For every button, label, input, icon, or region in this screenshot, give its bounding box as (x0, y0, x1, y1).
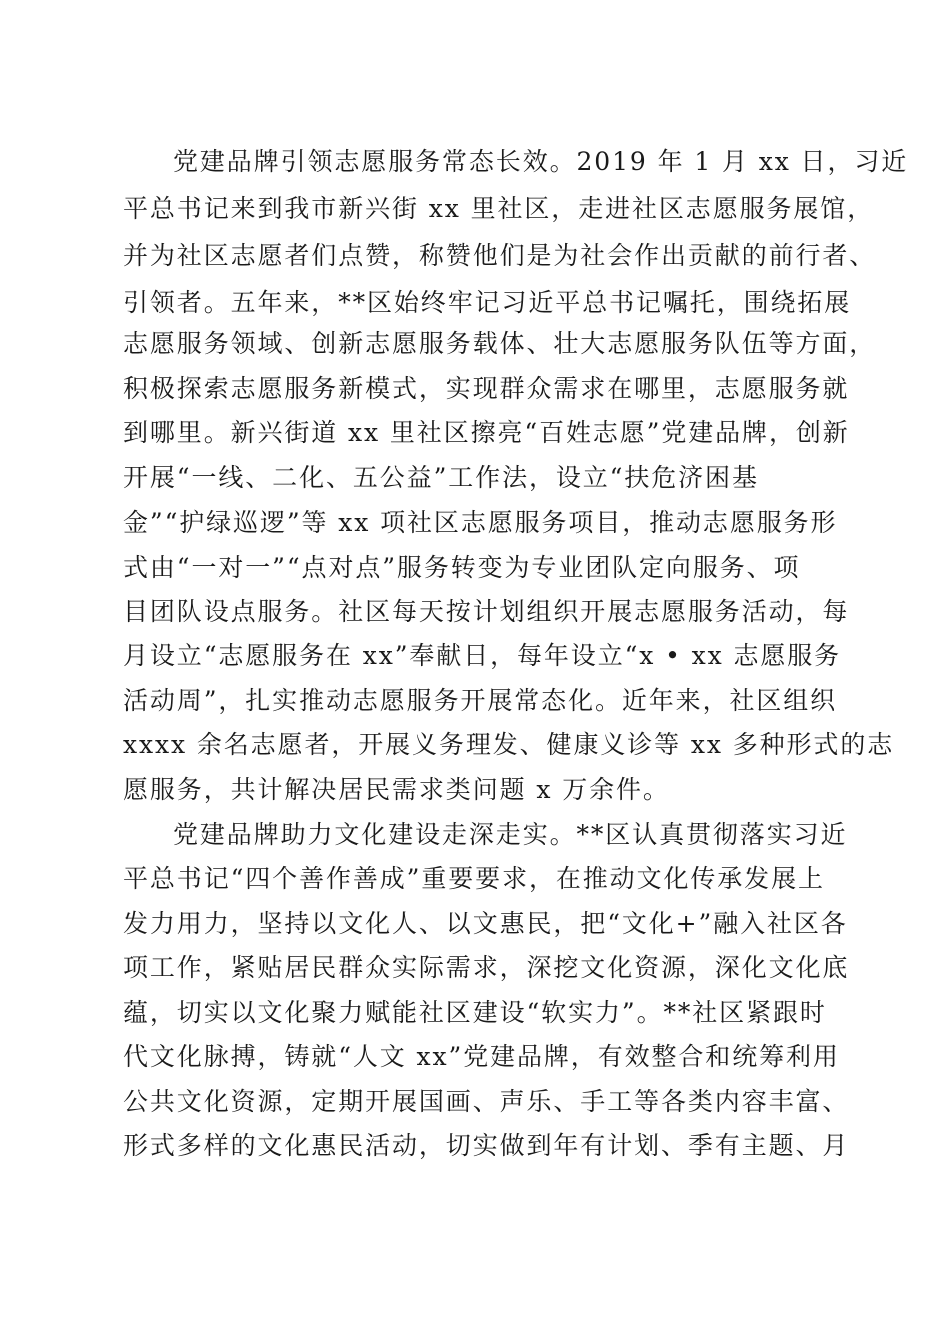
paragraph-1-line-1: 党建品牌引领志愿服务常态长效。2019 年 1 月 xx 日，习近 (173, 147, 909, 176)
paragraph-2-line-8: 形式多样的文化惠民活动，切实做到年有计划、季有主题、月 (123, 1131, 850, 1160)
paragraph-1-line-12: 月设立“志愿服务在 xx”奉献日，每年设立“x • xx 志愿服务 (123, 641, 842, 670)
paragraph-2-line-3: 发力用力，坚持以文化人、以文惠民，把“文化+”融入社区各 (123, 909, 848, 938)
paragraph-1-line-6: 积极探索志愿服务新模式，实现群众需求在哪里，志愿服务就 (123, 374, 850, 403)
paragraph-1-line-4: 引领者。五年来，**区始终牢记习近平总书记嘱托，围绕拓展 (123, 288, 852, 317)
paragraph-1-line-13: 活动周”，扎实推动志愿服务开展常态化。近年来，社区组织 (123, 686, 838, 715)
paragraph-1-line-9: 金”“护绿巡逻”等 xx 项社区志愿服务项目，推动志愿服务形 (123, 508, 838, 537)
paragraph-2-line-1: 党建品牌助力文化建设走深走实。**区认真贯彻落实习近 (173, 820, 848, 849)
paragraph-2-line-6: 代文化脉搏，铸就“人文 xx”党建品牌，有效整合和统筹利用 (123, 1042, 840, 1071)
paragraph-1-line-5: 志愿服务领域、创新志愿服务载体、壮大志愿服务队伍等方面， (123, 329, 877, 358)
paragraph-1-line-10: 式由“一对一”“点对点”服务转变为专业团队定向服务、项 (123, 553, 801, 582)
paragraph-2-line-2: 平总书记“四个善作善成”重要要求，在推动文化传承发展上 (123, 864, 825, 893)
paragraph-2-line-5: 蕴，切实以文化聚力赋能社区建设“软实力”。**社区紧跟时 (123, 998, 827, 1027)
paragraph-1-line-3: 并为社区志愿者们点赞，称赞他们是为社会作出贡献的前行者、 (123, 241, 877, 270)
paragraph-2-line-7: 公共文化资源，定期开展国画、声乐、手工等各类内容丰富、 (123, 1087, 850, 1116)
paragraph-2-line-4: 项工作，紧贴居民群众实际需求，深挖文化资源，深化文化底 (123, 953, 850, 982)
paragraph-1-line-14: xxxx 余名志愿者，开展义务理发、健康义诊等 xx 多种形式的志 (123, 730, 895, 759)
paragraph-1-line-15: 愿服务，共计解决居民需求类问题 x 万余件。 (123, 775, 670, 804)
paragraph-1-line-7: 到哪里。新兴街道 xx 里社区擦亮“百姓志愿”党建品牌，创新 (123, 418, 850, 447)
paragraph-1-line-11: 目团队设点服务。社区每天按计划组织开展志愿服务活动，每 (123, 597, 850, 626)
paragraph-1-line-2: 平总书记来到我市新兴街 xx 里社区，走进社区志愿服务展馆， (123, 194, 875, 223)
paragraph-1-line-8: 开展“一线、二化、五公益”工作法，设立“扶危济困基 (123, 463, 759, 492)
